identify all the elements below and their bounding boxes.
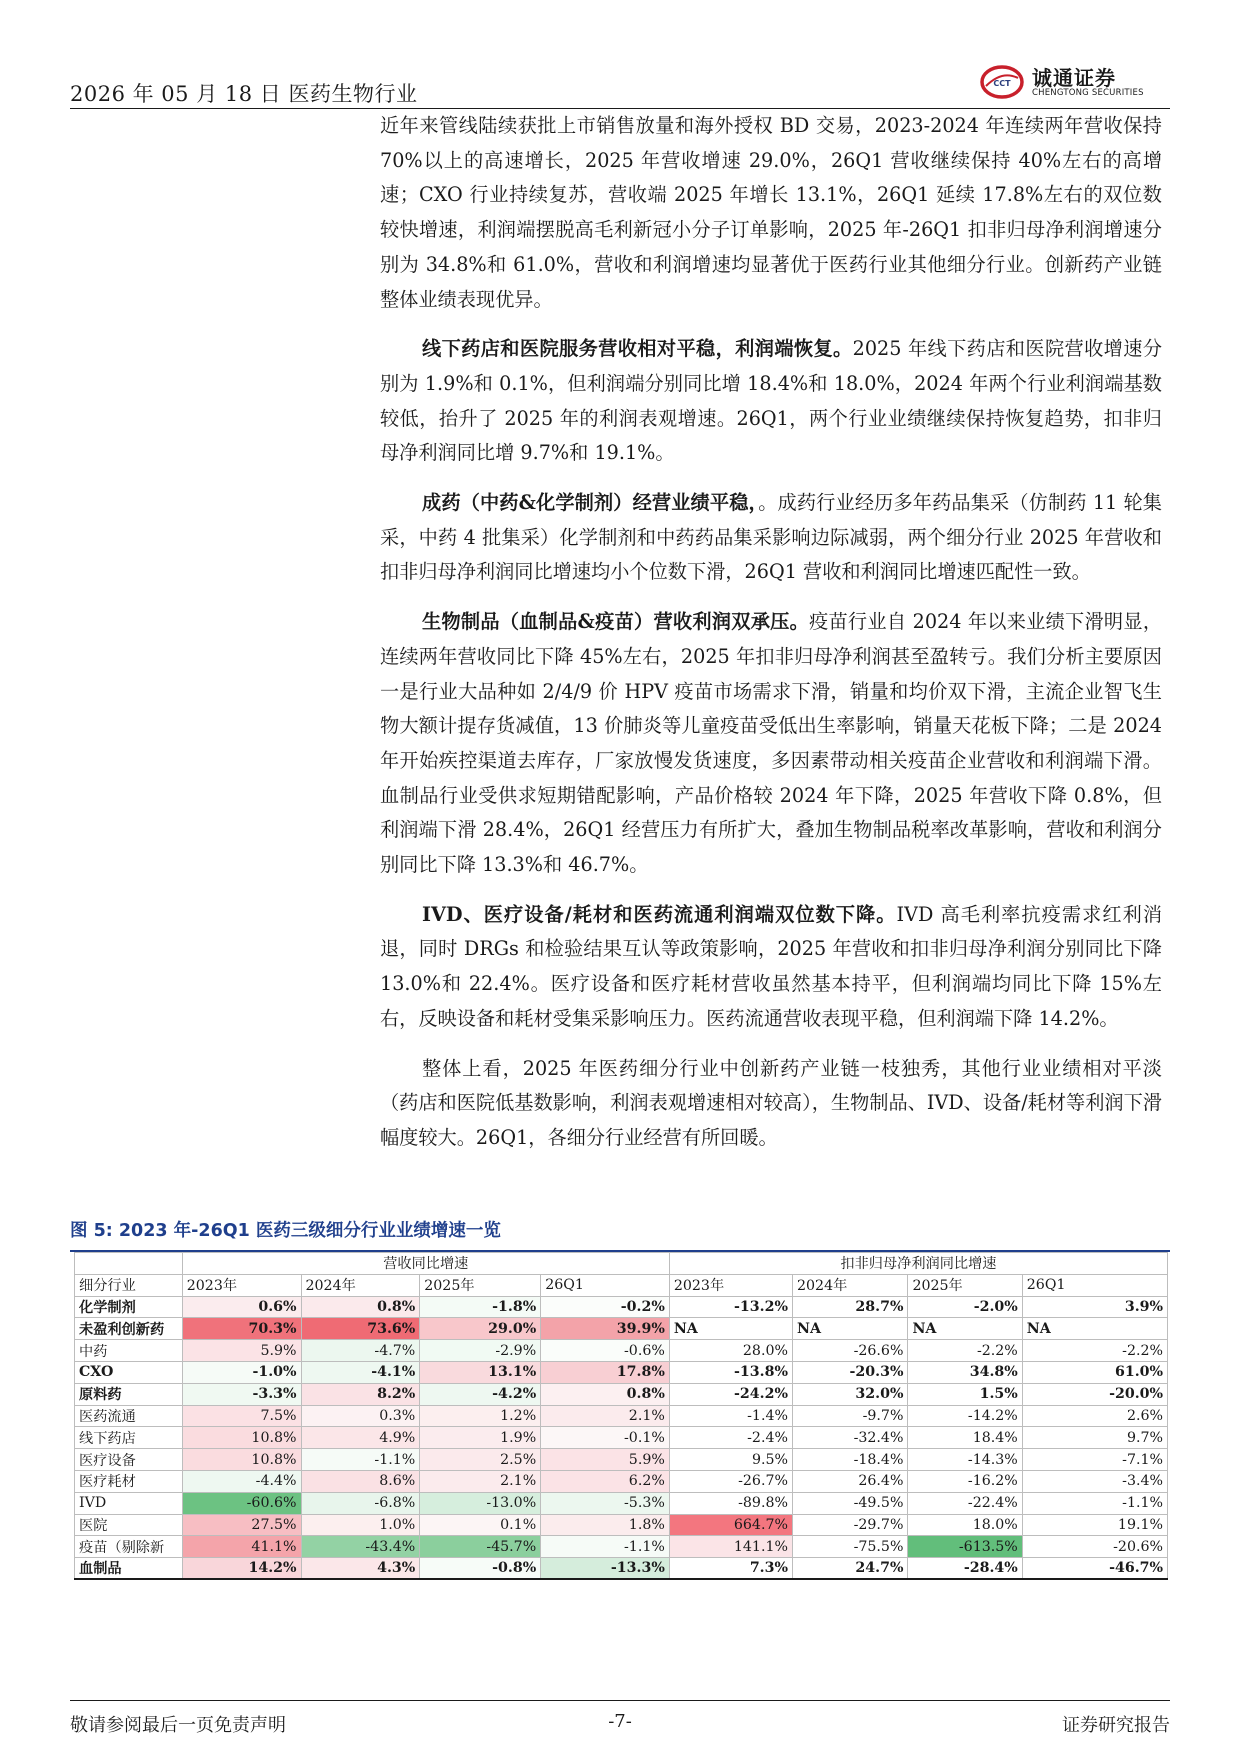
logo-name-cn: 诚通证券: [1032, 66, 1116, 90]
table-cell: 19.1%: [1022, 1514, 1167, 1536]
table-cell: 664.7%: [669, 1514, 792, 1536]
logo-name-en: CHENGTONG SECURITIES: [1032, 88, 1144, 98]
table-cell: 27.5%: [182, 1514, 301, 1536]
table-cell: 18.0%: [908, 1514, 1022, 1536]
table-cell: 6.2%: [541, 1470, 670, 1492]
paragraph: 生物制品（血制品&疫苗）营收利润双承压。疫苗行业自 2024 年以来业绩下滑明显，连续两年营收同比下降 45%左右，2025 年扣非归母净利润甚至盈转亏。我们分析主要原因一是行业大品种如 2/4/9 价 HPV 疫苗市场需求下滑，销量和均价双下滑，主流企业智飞生物大额计提存货减值，13 价肺炎等儿童疫苗受低出生率影响，销量天花板下降；二是 2024 年开始疾控渠道去库存，厂家放慢发货速度，多因素带动相关疫苗企业营收和利润端下滑。血制品行业受供求短期错配影响，产品价格较 2024 年下降，2025 年营收下降 0.8%，但利润端下滑 28.4%，26Q1 经营压力有所扩大，叠加生物制品税率改革影响，营收和利润分别同比下降 13.3%和 46.7%。: [380, 610, 1163, 877]
period-header: 2025年: [420, 1274, 541, 1296]
table-cell: 3.9%: [1022, 1296, 1167, 1318]
table-cell: 32.0%: [792, 1383, 907, 1405]
table-corner-cell: [75, 1253, 183, 1275]
table-row: [75, 1318, 1168, 1340]
table-cell: 0.6%: [182, 1296, 301, 1318]
table-cell: -613.5%: [908, 1536, 1022, 1558]
table-cell: 61.0%: [1022, 1361, 1167, 1383]
table-cell: 8.6%: [301, 1470, 420, 1492]
table-cell: -1.1%: [301, 1449, 420, 1471]
group-header-revenue: 营收同比增速: [182, 1253, 669, 1275]
table-cell: NA: [908, 1318, 1022, 1340]
table-cell: -4.2%: [420, 1383, 541, 1405]
table-cell: 34.8%: [908, 1361, 1022, 1383]
footer-report-type: 证券研究报告: [1062, 1715, 1170, 1736]
table-row: [75, 1514, 1168, 1536]
period-header: 2024年: [792, 1274, 907, 1296]
table-cell: 0.1%: [420, 1514, 541, 1536]
table-cell: -1.1%: [1022, 1492, 1167, 1514]
row-label: 医疗耗材: [75, 1470, 183, 1492]
growth-table: [74, 1252, 1168, 1580]
table-cell: 70.3%: [182, 1318, 301, 1340]
table-cell: NA: [669, 1318, 792, 1340]
table-cell: 7.3%: [669, 1558, 792, 1580]
header-title: 2026 年 05 月 18 日 医药生物行业: [70, 82, 418, 106]
table-cell: 2.1%: [420, 1470, 541, 1492]
table-cell: -89.8%: [669, 1492, 792, 1514]
table-cell: -20.3%: [792, 1361, 907, 1383]
paragraph-lead: 生物制品（血制品&疫苗）营收利润双承压。: [422, 610, 810, 634]
table-cell: 73.6%: [301, 1318, 420, 1340]
table-cell: 26.4%: [792, 1470, 907, 1492]
table-cell: -2.9%: [420, 1340, 541, 1362]
table-cell: 1.5%: [908, 1383, 1022, 1405]
row-label: 医院: [75, 1514, 183, 1536]
table-cell: 4.3%: [301, 1558, 420, 1580]
table-cell: 1.8%: [541, 1514, 670, 1536]
table-cell: -46.7%: [1022, 1558, 1167, 1580]
table-cell: 10.8%: [182, 1427, 301, 1449]
table-cell: -0.8%: [420, 1558, 541, 1580]
row-label: 线下药店: [75, 1427, 183, 1449]
table-cell: 9.5%: [669, 1449, 792, 1471]
period-header: 26Q1: [1022, 1274, 1167, 1296]
period-header: 2023年: [182, 1274, 301, 1296]
page-header: [70, 60, 1170, 110]
paragraph-lead: IVD、医疗设备/耗材和医药流通利润端双位数下降。: [422, 902, 897, 926]
row-header: 细分行业: [75, 1274, 183, 1296]
table-cell: -2.2%: [908, 1340, 1022, 1362]
table-cell: -1.8%: [420, 1296, 541, 1318]
table-cell: -16.2%: [908, 1470, 1022, 1492]
row-label: 中药: [75, 1340, 183, 1362]
table-cell: -45.7%: [420, 1536, 541, 1558]
table-cell: -14.3%: [908, 1449, 1022, 1471]
table-cell: 2.6%: [1022, 1405, 1167, 1427]
table-cell: 1.2%: [420, 1405, 541, 1427]
table-cell: -0.6%: [541, 1340, 670, 1362]
table-cell: 18.4%: [908, 1427, 1022, 1449]
table-row: [75, 1405, 1168, 1427]
table-row: [75, 1470, 1168, 1492]
row-label: 化学制剂: [75, 1296, 183, 1318]
row-label: CXO: [75, 1361, 183, 1383]
table-cell: -1.0%: [182, 1361, 301, 1383]
row-label: 血制品: [75, 1558, 183, 1580]
table-cell: 14.2%: [182, 1558, 301, 1580]
table-cell: 10.8%: [182, 1449, 301, 1471]
row-label: 医疗设备: [75, 1449, 183, 1471]
table-body: [75, 1296, 1168, 1579]
table-row: [75, 1340, 1168, 1362]
table-cell: -3.4%: [1022, 1470, 1167, 1492]
footer-disclaimer: 敬请参阅最后一页免责声明: [70, 1715, 286, 1736]
table-cell: 1.0%: [301, 1514, 420, 1536]
table-cell: -29.7%: [792, 1514, 907, 1536]
table-cell: 0.8%: [301, 1296, 420, 1318]
table-cell: 4.9%: [301, 1427, 420, 1449]
table-row: [75, 1383, 1168, 1405]
table-cell: -24.2%: [669, 1383, 792, 1405]
table-cell: 0.8%: [541, 1383, 670, 1405]
paragraph: 近年来管线陆续获批上市销售放量和海外授权 BD 交易，2023-2024 年连续两年营收保持 70%以上的高速增长，2025 年营收增速 29.0%，26Q1 营收继续保持 40%左右的高增速；CXO 行业持续复苏，营收端 2025 年增长 13.1%，26Q1 延续 17.8%左右的双位数较快增速，利润端摆脱高毛利新冠小分子订单影响，2025 年-26Q1 扣非归母净利润增速分别为 34.8%和 61.0%，营收和利润增速均显著优于医药行业其他细分行业。创新药产业链整体业绩表现优异。: [380, 114, 1162, 311]
body-text: [380, 109, 1162, 1156]
table-cell: -7.1%: [1022, 1449, 1167, 1471]
paragraph: 成药（中药&化学制剂）经营业绩平稳，。成药行业经历多年药品集采（仿制药 11 轮集采，中药 4 批集采）化学制剂和中药药品集采影响边际减弱，两个细分行业 2025 年营收和扣非归母净利润同比增速均小个位数下滑，26Q1 营收和利润同比增速匹配性一致。: [380, 491, 1162, 584]
table-cell: 9.7%: [1022, 1427, 1167, 1449]
table-cell: -32.4%: [792, 1427, 907, 1449]
table-cell: 0.3%: [301, 1405, 420, 1427]
table-cell: 28.0%: [669, 1340, 792, 1362]
table-cell: -2.0%: [908, 1296, 1022, 1318]
paragraph: 线下药店和医院服务营收相对平稳，利润端恢复。2025 年线下药店和医院营收增速分别为 1.9%和 0.1%，但利润端分别同比增 18.4%和 18.0%，2024 年两个行业利润端基数较低，抬升了 2025 年的利润表观增速。26Q1，两个行业业绩继续保持恢复趋势，扣非归母净利润同比增 9.7%和 19.1%。: [380, 337, 1163, 465]
table-cell: 5.9%: [182, 1340, 301, 1362]
table-cell: 39.9%: [541, 1318, 670, 1340]
table-cell: -5.3%: [541, 1492, 670, 1514]
group-header-profit: 扣非归母净利润同比增速: [669, 1253, 1167, 1275]
row-label: 原料药: [75, 1383, 183, 1405]
table-cell: 141.1%: [669, 1536, 792, 1558]
table-cell: -4.1%: [301, 1361, 420, 1383]
table-cell: -13.0%: [420, 1492, 541, 1514]
row-label: 疫苗（剔除新: [75, 1536, 183, 1558]
table-row: [75, 1361, 1168, 1383]
table-cell: -13.3%: [541, 1558, 670, 1580]
table-row: [75, 1427, 1168, 1449]
table-cell: -75.5%: [792, 1536, 907, 1558]
figure-title: 图 5: 2023 年-26Q1 医药三级细分行业业绩增速一览: [70, 1221, 501, 1241]
table-cell: NA: [792, 1318, 907, 1340]
paragraph-lead: 线下药店和医院服务营收相对平稳，利润端恢复。: [422, 337, 853, 361]
table-cell: NA: [1022, 1318, 1167, 1340]
table-cell: 5.9%: [541, 1449, 670, 1471]
period-header: 2025年: [908, 1274, 1022, 1296]
cct-logo-icon: [980, 64, 1024, 100]
table-cell: -0.2%: [541, 1296, 670, 1318]
table-cell: 2.1%: [541, 1405, 670, 1427]
table-cell: -20.0%: [1022, 1383, 1167, 1405]
table-cell: -3.3%: [182, 1383, 301, 1405]
table-cell: -1.1%: [541, 1536, 670, 1558]
table-cell: -26.6%: [792, 1340, 907, 1362]
period-header: 2023年: [669, 1274, 792, 1296]
paragraph: IVD、医疗设备/耗材和医药流通利润端双位数下降。IVD 高毛利率抗疫需求红利消退，同时 DRGs 和检验结果互认等政策影响，2025 年营收和扣非归母净利润分别同比下降 13.0%和 22.4%。医疗设备和医疗耗材营收虽然基本持平，但利润端均同比下降 15%左右，反映设备和耗材受集采影响压力。医药流通营收表现平稳，但利润端下降 14.2%。: [380, 902, 1163, 1030]
table-row: [75, 1449, 1168, 1471]
table-cell: -4.4%: [182, 1470, 301, 1492]
svg-text:CCT: CCT: [993, 79, 1011, 88]
table-cell: 17.8%: [541, 1361, 670, 1383]
table-cell: -49.5%: [792, 1492, 907, 1514]
table-cell: -18.4%: [792, 1449, 907, 1471]
table-cell: -20.6%: [1022, 1536, 1167, 1558]
table-cell: 2.5%: [420, 1449, 541, 1471]
period-header: 2024年: [301, 1274, 420, 1296]
table-cell: 29.0%: [420, 1318, 541, 1340]
paragraph: 整体上看，2025 年医药细分行业中创新药产业链一枝独秀，其他行业业绩相对平淡（药店和医院低基数影响，利润表观增速相对较高），生物制品、IVD、设备/耗材等利润下滑幅度较大。26Q1，各细分行业经营有所回暖。: [380, 1056, 1162, 1149]
table-row: [75, 1492, 1168, 1514]
row-label: 未盈利创新药: [75, 1318, 183, 1340]
company-logo: [980, 60, 1170, 104]
table-cell: 7.5%: [182, 1405, 301, 1427]
table-cell: -0.1%: [541, 1427, 670, 1449]
table-cell: -1.4%: [669, 1405, 792, 1427]
table-row: [75, 1558, 1168, 1580]
page-number: -7-: [608, 1711, 632, 1732]
paragraph-lead: 成药（中药&化学制剂）经营业绩平稳，: [422, 491, 759, 515]
table-cell: -2.2%: [1022, 1340, 1167, 1362]
row-label: 医药流通: [75, 1405, 183, 1427]
table-cell: -4.7%: [301, 1340, 420, 1362]
row-label: IVD: [75, 1492, 183, 1514]
table-cell: -43.4%: [301, 1536, 420, 1558]
table-cell: -13.2%: [669, 1296, 792, 1318]
table-cell: 24.7%: [792, 1558, 907, 1580]
table-cell: -22.4%: [908, 1492, 1022, 1514]
period-header: 26Q1: [541, 1274, 670, 1296]
table-cell: 41.1%: [182, 1536, 301, 1558]
table-cell: -60.6%: [182, 1492, 301, 1514]
table-cell: -28.4%: [908, 1558, 1022, 1580]
table-cell: 13.1%: [420, 1361, 541, 1383]
table-cell: 1.9%: [420, 1427, 541, 1449]
table-cell: -6.8%: [301, 1492, 420, 1514]
page-footer: [70, 1700, 1170, 1736]
table-row: [75, 1536, 1168, 1558]
table-cell: 8.2%: [301, 1383, 420, 1405]
table-cell: -26.7%: [669, 1470, 792, 1492]
table-cell: -14.2%: [908, 1405, 1022, 1427]
table-cell: -2.4%: [669, 1427, 792, 1449]
table-cell: -9.7%: [792, 1405, 907, 1427]
table-row: [75, 1296, 1168, 1318]
table-cell: -13.8%: [669, 1361, 792, 1383]
table-cell: 28.7%: [792, 1296, 907, 1318]
